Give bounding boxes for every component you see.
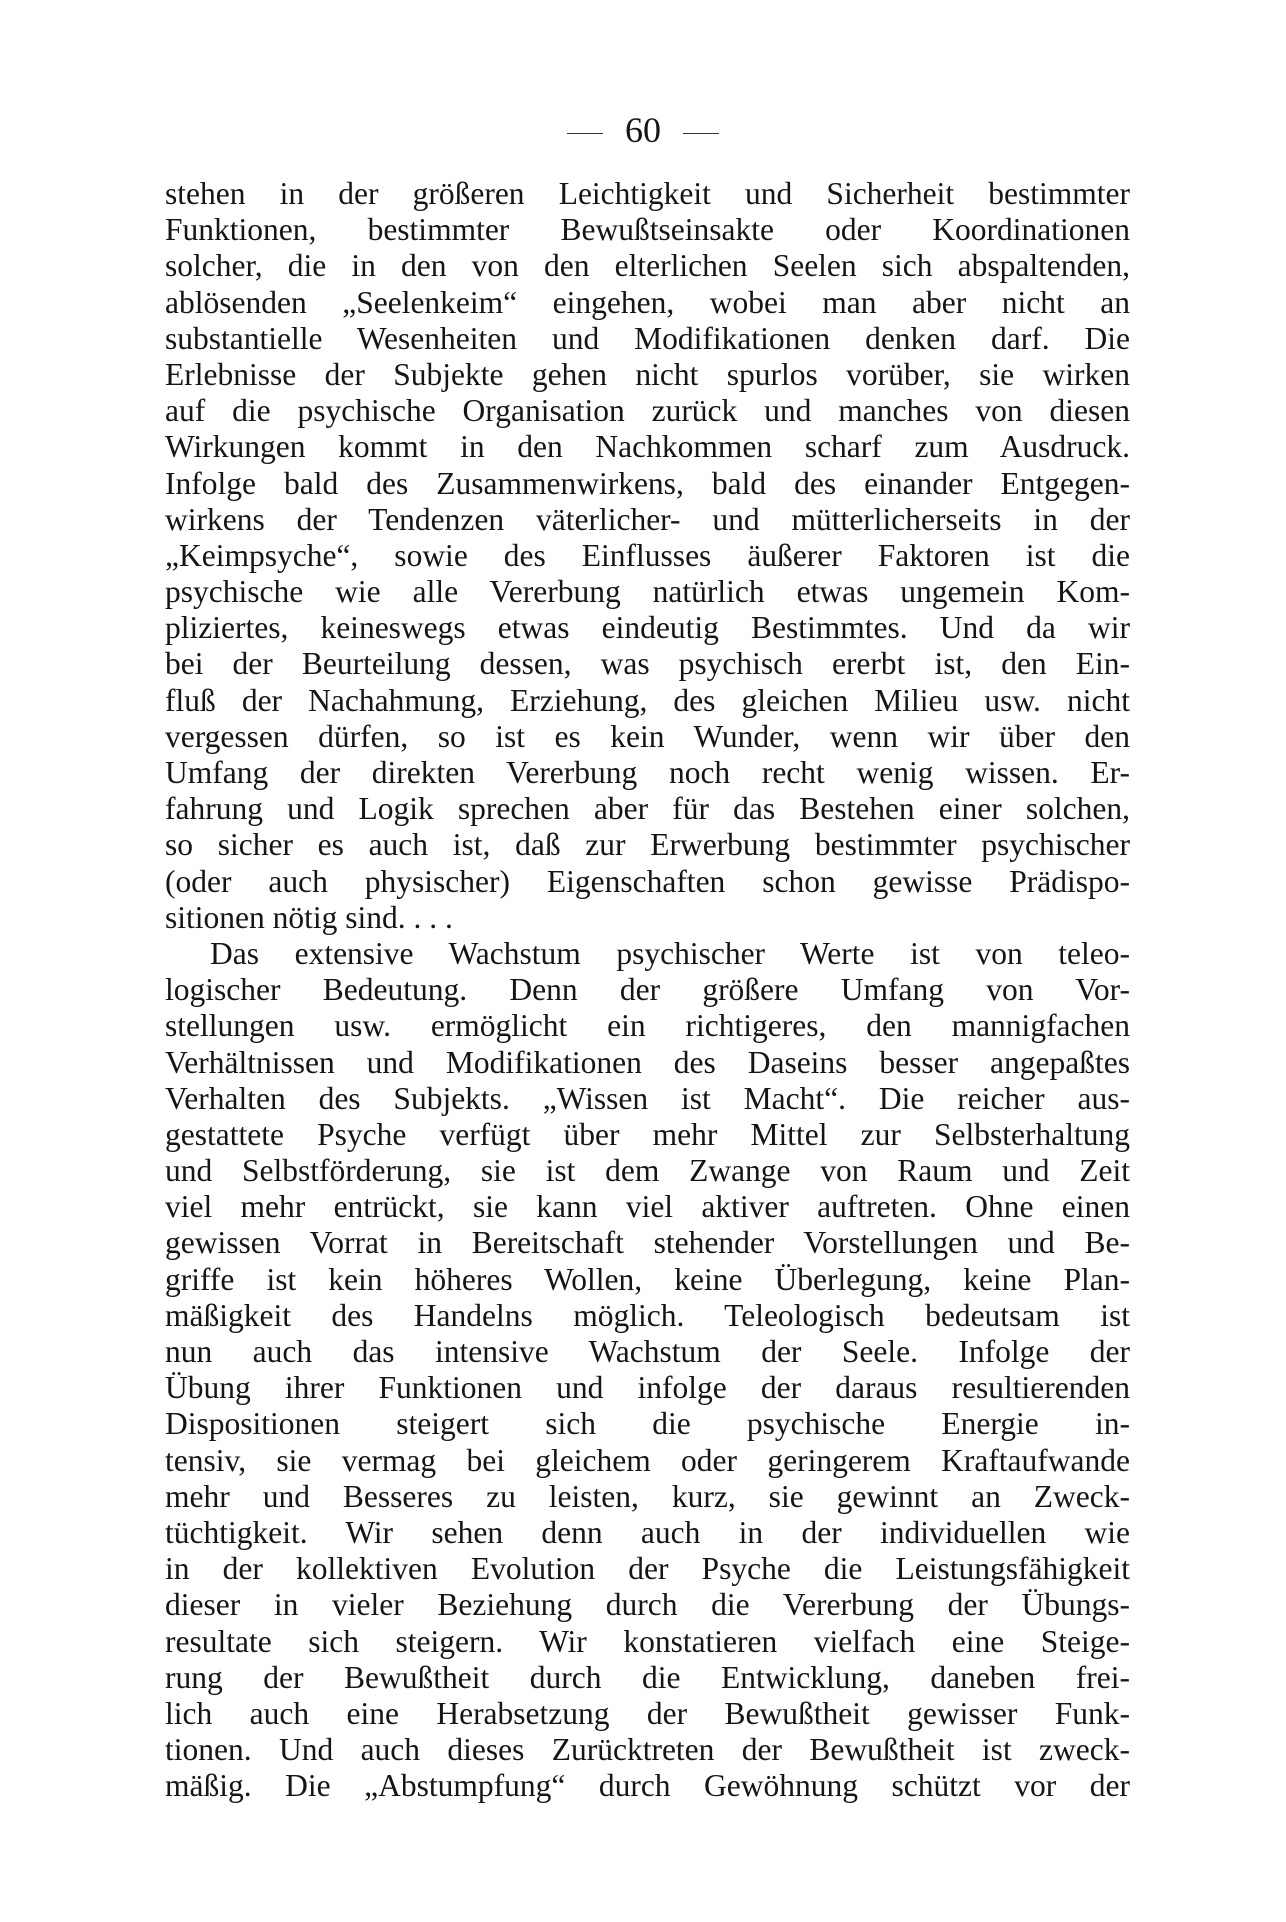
text-line: tüchtigkeit. Wir sehen denn auch in der individuellen wie bbox=[165, 1514, 1130, 1550]
text-line: und Selbstförderung, sie ist dem Zwange von Raum und Zeit bbox=[165, 1153, 1130, 1189]
text-line: Wirkungen kommt in den Nachkommen scharf zum Ausdruck. bbox=[165, 429, 1130, 465]
text-line: Übung ihrer Funktionen und infolge der daraus resultierenden bbox=[165, 1370, 1130, 1406]
text-line: fluß der Nachahmung, Erziehung, des gleichen Milieu usw. nicht bbox=[165, 682, 1130, 718]
text-line: griffe ist kein höheres Wollen, keine Überlegung, keine Plan- bbox=[165, 1261, 1130, 1297]
page-header bbox=[0, 110, 1286, 150]
text-line: ablösenden „Seelenkeim“ eingehen, wobei man aber nicht an bbox=[165, 284, 1130, 320]
text-line: Dispositionen steigert sich die psychische Energie in- bbox=[165, 1406, 1130, 1442]
text-line: (oder auch physischer) Eigenschaften schon gewisse Prädispo- bbox=[165, 863, 1130, 899]
text-line: stellungen usw. ermöglicht ein richtigeres, den mannigfachen bbox=[165, 1008, 1130, 1044]
text-line: „Keimpsyche“, sowie des Einflusses äußerer Faktoren ist die bbox=[165, 537, 1130, 573]
text-line: auf die psychische Organisation zurück und manches von diesen bbox=[165, 393, 1130, 429]
text-line: Infolge bald des Zusammenwirkens, bald des einander Entgegen- bbox=[165, 465, 1130, 501]
text-line: wirkens der Tendenzen väterlicher- und mütterlicherseits in der bbox=[165, 501, 1130, 537]
text-line: Umfang der direkten Vererbung noch recht wenig wissen. Er- bbox=[165, 755, 1130, 790]
text-line: tionen. Und auch dieses Zurücktreten der Bewußtheit ist zweck- bbox=[165, 1732, 1130, 1768]
text-line: gestattete Psyche verfügt über mehr Mittel zur Selbsterhaltung bbox=[165, 1116, 1130, 1152]
text-line: dieser in vieler Beziehung durch die Vererbung der Übungs- bbox=[165, 1587, 1130, 1623]
text-line: lich auch eine Herabsetzung der Bewußtheit gewisser Funk- bbox=[165, 1695, 1130, 1731]
text-line: fahrung und Logik sprechen aber für das Bestehen einer solchen, bbox=[165, 791, 1130, 827]
text-line: Funktionen, bestimmter Bewußtseinsakte oder Koordinationen bbox=[165, 212, 1130, 248]
text-line: stehen in der größeren Leichtigkeit und Sicherheit bestimmter bbox=[165, 176, 1130, 211]
text-line: substantielle Wesenheiten und Modifikationen denken darf. Die bbox=[165, 320, 1130, 356]
text-line: rung der Bewußtheit durch die Entwicklung, daneben frei- bbox=[165, 1659, 1130, 1695]
text-line: Verhältnissen und Modifikationen des Daseins besser angepaßtes bbox=[165, 1044, 1130, 1080]
text-line: psychische wie alle Vererbung natürlich etwas ungemein Kom- bbox=[165, 574, 1130, 610]
text-line: bei der Beurteilung dessen, was psychisch ererbt ist, den Ein- bbox=[165, 646, 1130, 682]
text-line: sitionen nötig sind. . . . bbox=[165, 899, 453, 935]
text-line: Verhalten des Subjekts. „Wissen ist Macht“. Die reicher aus- bbox=[165, 1080, 1130, 1116]
text-line: resultate sich steigern. Wir konstatieren vielfach eine Steige- bbox=[165, 1623, 1130, 1659]
text-line: nun auch das intensive Wachstum der Seele. Infolge der bbox=[165, 1334, 1130, 1369]
text-line: gewissen Vorrat in Bereitschaft stehender Vorstellungen und Be- bbox=[165, 1225, 1130, 1261]
text-line: tensiv, sie vermag bei gleichem oder geringerem Kraftaufwande bbox=[165, 1442, 1130, 1478]
text-line: viel mehr entrückt, sie kann viel aktiver auftreten. Ohne einen bbox=[165, 1189, 1130, 1225]
body-text bbox=[165, 176, 1130, 1804]
page-number: 60 bbox=[625, 110, 661, 150]
text-line: pliziertes, keineswegs etwas eindeutig Bestimmtes. Und da wir bbox=[165, 610, 1130, 646]
text-line: solcher, die in den von den elterlichen Seelen sich abspaltenden, bbox=[165, 248, 1130, 284]
text-line: mäßigkeit des Handelns möglich. Teleologisch bedeutsam ist bbox=[165, 1297, 1130, 1333]
text-line: logischer Bedeutung. Denn der größere Umfang von Vor- bbox=[165, 972, 1130, 1008]
header-dash-right bbox=[683, 133, 719, 134]
text-line: vergessen dürfen, so ist es kein Wunder, wenn wir über den bbox=[165, 718, 1130, 754]
text-line: so sicher es auch ist, daß zur Erwerbung bestimmter psychischer bbox=[165, 827, 1130, 863]
text-line: mäßig. Die „Abstumpfung“ durch Gewöhnung schützt vor der bbox=[165, 1768, 1130, 1804]
text-line: Das extensive Wachstum psychischer Werte ist von teleo- bbox=[210, 935, 1130, 971]
text-line: in der kollektiven Evolution der Psyche die Leistungsfähigkeit bbox=[165, 1551, 1130, 1587]
text-line: mehr und Besseres zu leisten, kurz, sie gewinnt an Zweck- bbox=[165, 1478, 1130, 1514]
text-line: Erlebnisse der Subjekte gehen nicht spurlos vorüber, sie wirken bbox=[165, 356, 1130, 392]
header-dash-left bbox=[567, 133, 603, 134]
